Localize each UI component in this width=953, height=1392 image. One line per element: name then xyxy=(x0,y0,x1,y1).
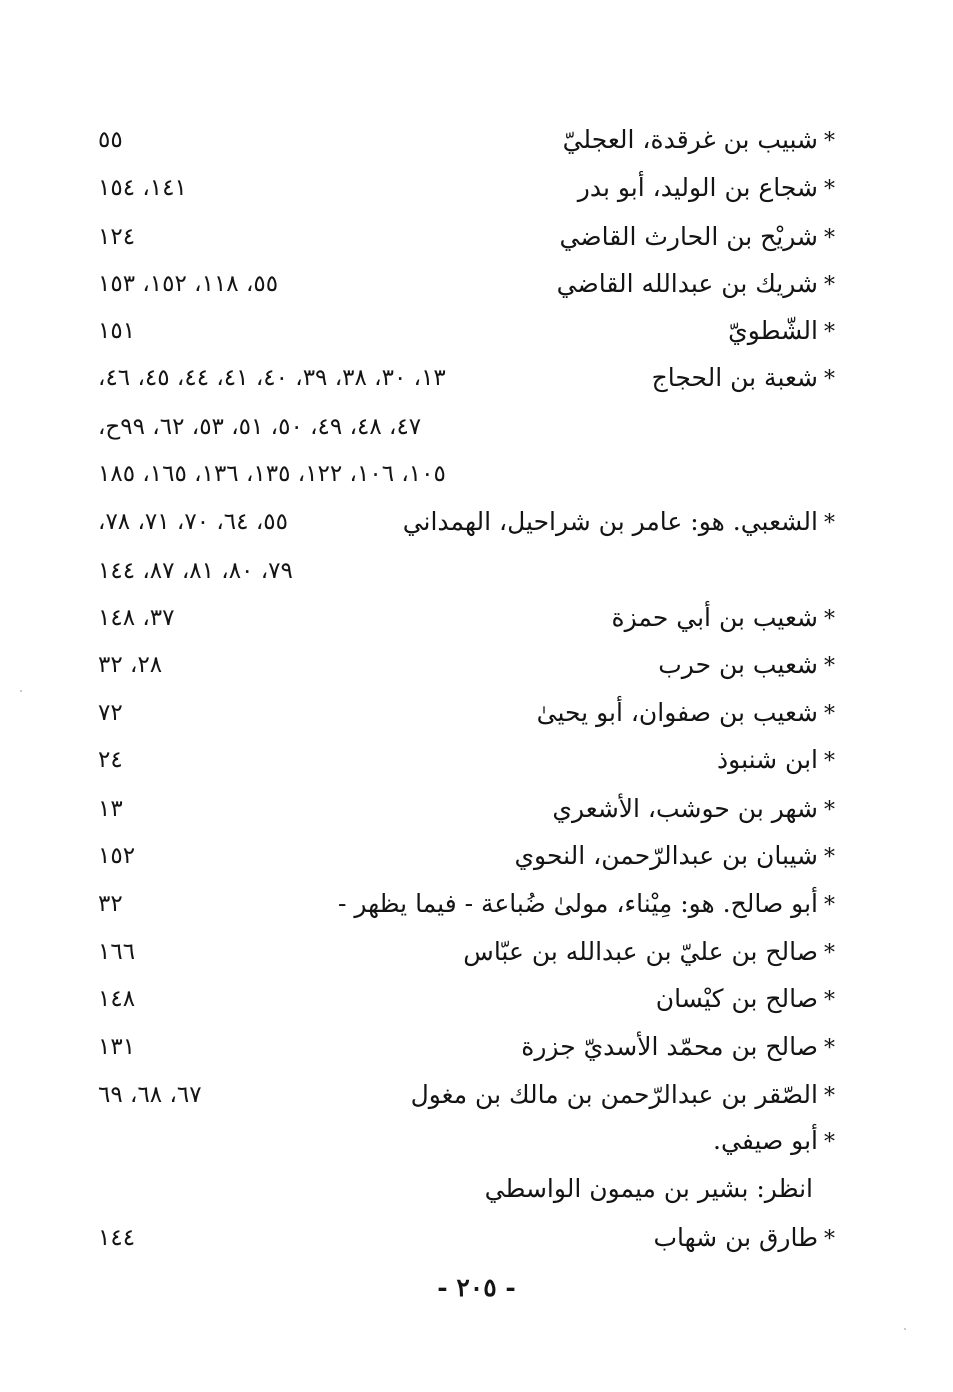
entry-name: *صالح بن محمّد الأسديّ جزرة xyxy=(521,1027,835,1069)
entry-name: *شعيب بن حرب xyxy=(658,645,835,687)
index-entry xyxy=(0,311,953,351)
entry-name: *صالح بن عليّ بن عبدالله بن عبّاس xyxy=(463,932,835,974)
bullet-star-icon: * xyxy=(824,702,835,727)
entry-name: *أبو صالح. هو: مِيْناء، مولىٰ ضُباعة - فيما يظهر - xyxy=(338,884,835,926)
page-refs: ١٣١ xyxy=(98,1034,136,1060)
page-refs: ١٤١، ١٥٤ xyxy=(98,175,187,201)
bullet-star-icon: * xyxy=(824,988,835,1013)
page-refs: ٣٧، ١٤٨ xyxy=(98,605,175,631)
index-entry xyxy=(0,1075,953,1115)
page-refs: ٥٥، ٦٤، ٧٠، ٧١، ٧٨، xyxy=(98,509,288,535)
page-refs: ٧٩، ٨٠، ٨١، ٨٧، ١٤٤ xyxy=(98,558,293,584)
index-entry xyxy=(0,502,953,542)
index-entry xyxy=(0,932,953,972)
bullet-star-icon: * xyxy=(824,129,835,154)
index-entry xyxy=(0,1027,953,1067)
bullet-star-icon: * xyxy=(824,273,835,298)
page-refs: ٢٤ xyxy=(98,747,123,773)
entry-name: *صالح بن كيْسان xyxy=(656,979,835,1021)
bullet-star-icon: * xyxy=(824,177,835,202)
index-entry-continuation xyxy=(0,407,953,447)
scan-speck xyxy=(20,690,22,692)
bullet-star-icon: * xyxy=(824,607,835,632)
page-refs: ١٥١ xyxy=(98,318,136,344)
index-entry xyxy=(0,1218,953,1258)
entry-name: *شريْح بن الحارث القاضي xyxy=(560,217,835,259)
page-refs: ١٣ xyxy=(98,796,123,822)
page-refs: ٤٧، ٤٨، ٤٩، ٥٠، ٥١، ٥٣، ٦٢، ٩٩ح، xyxy=(98,414,422,440)
index-entry xyxy=(0,168,953,208)
bullet-star-icon: * xyxy=(824,1036,835,1061)
entry-name: *الشّطويّ xyxy=(728,311,835,353)
page-refs: ٧٢ xyxy=(98,700,123,726)
index-entry xyxy=(0,979,953,1019)
entry-name: *ابن شنبوذ xyxy=(717,740,835,782)
bullet-star-icon: * xyxy=(824,798,835,823)
entry-name: *شعبة بن الحجاج xyxy=(652,358,835,400)
bullet-star-icon: * xyxy=(824,654,835,679)
page-refs: ١٢٤ xyxy=(98,224,136,250)
page-refs: ١٠٥، ١٠٦، ١٢٢، ١٣٥، ١٣٦، ١٦٥، ١٨٥ xyxy=(98,461,446,487)
page-refs: ١٦٦ xyxy=(98,939,136,965)
entry-name: *شعيب بن أبي حمزة xyxy=(612,598,835,640)
page-refs: ١٤٨ xyxy=(98,986,136,1012)
page-refs: ٢٨، ٣٢ xyxy=(98,652,163,678)
index-entry xyxy=(0,264,953,304)
index-entry xyxy=(0,358,953,398)
entry-name: *شبيب بن غرقدة، العجليّ xyxy=(563,120,835,162)
bullet-star-icon: * xyxy=(824,511,835,536)
index-entry xyxy=(0,884,953,924)
page-refs: ٥٥، ١١٨، ١٥٢، ١٥٣ xyxy=(98,271,279,297)
entry-name: *شعيب بن صفوان، أبو يحيىٰ xyxy=(537,693,835,735)
bullet-star-icon: * xyxy=(824,845,835,870)
index-entry xyxy=(0,836,953,876)
entry-name: *شريك بن عبدالله القاضي xyxy=(557,264,835,306)
index-entry xyxy=(0,693,953,733)
page-refs: ٣٢ xyxy=(98,891,123,917)
entry-name: *الصّقر بن عبدالرّحمن بن مالك بن مغول xyxy=(411,1075,835,1117)
bullet-star-icon: * xyxy=(824,1130,835,1155)
page-refs: ٦٧، ٦٨، ٦٩ xyxy=(98,1082,202,1108)
index-entry xyxy=(0,120,953,160)
index-entry xyxy=(0,789,953,829)
page-refs: ١٣، ٣٠، ٣٨، ٣٩، ٤٠، ٤١، ٤٤، ٤٥، ٤٦، xyxy=(98,365,446,391)
bullet-star-icon: * xyxy=(824,749,835,774)
index-entry xyxy=(0,1121,953,1161)
entry-name: *أبو صيفي. xyxy=(713,1121,835,1163)
bullet-star-icon: * xyxy=(824,320,835,345)
see-reference xyxy=(0,1169,953,1209)
entry-name: *شهر بن حوشب، الأشعري xyxy=(552,789,835,831)
bullet-star-icon: * xyxy=(824,1084,835,1109)
bullet-star-icon: * xyxy=(824,941,835,966)
bullet-star-icon: * xyxy=(824,367,835,392)
page-refs: ٥٥ xyxy=(98,127,123,153)
scan-speck xyxy=(904,1328,906,1330)
index-entry xyxy=(0,740,953,780)
index-entry-continuation xyxy=(0,551,953,591)
index-entry xyxy=(0,645,953,685)
page-number: - ٢٠٥ - xyxy=(437,1273,516,1302)
index-entry-continuation xyxy=(0,454,953,494)
index-entry xyxy=(0,598,953,638)
bullet-star-icon: * xyxy=(824,1227,835,1252)
bullet-star-icon: * xyxy=(824,226,835,251)
entry-name: *شجاع بن الوليد، أبو بدر xyxy=(578,168,835,210)
page-refs: ١٤٤ xyxy=(98,1225,136,1251)
index-entry xyxy=(0,217,953,257)
entry-name: *الشعبي. هو: عامر بن شراحيل، الهمداني xyxy=(403,502,835,544)
see-reference-text: انظر: بشير بن ميمون الواسطي xyxy=(484,1174,813,1203)
entry-name: *شيبان بن عبدالرّحمن، النحوي xyxy=(514,836,835,878)
page-refs: ١٥٢ xyxy=(98,843,136,869)
bullet-star-icon: * xyxy=(824,893,835,918)
entry-name: *طارق بن شهاب xyxy=(654,1218,836,1260)
